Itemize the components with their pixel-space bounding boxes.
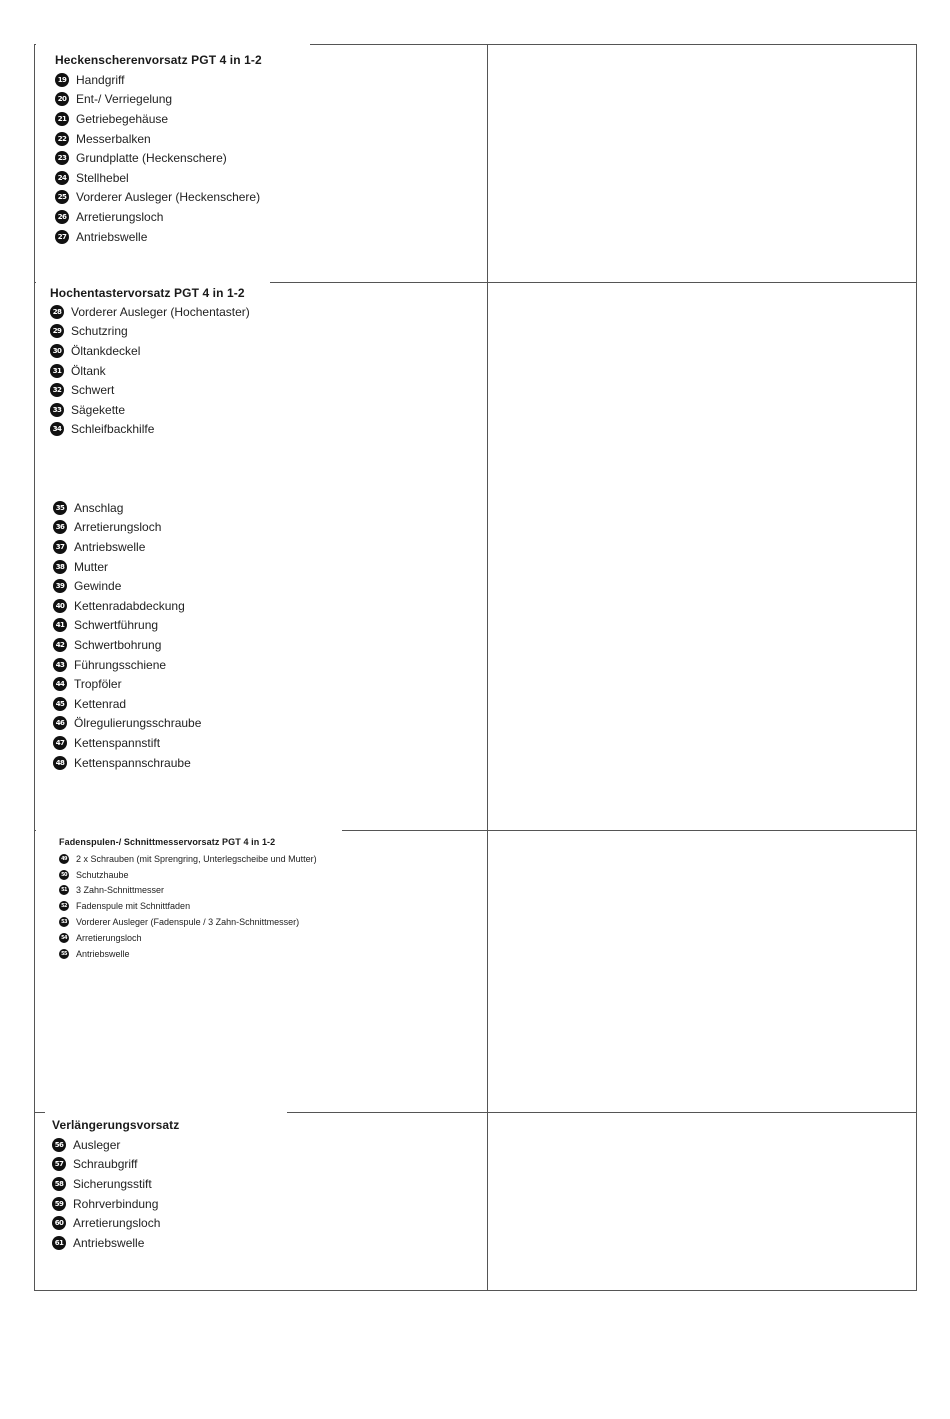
part-label: Vorderer Ausleger (Hochentaster) (71, 304, 250, 319)
number-badge: 45 (53, 697, 67, 711)
section-pole-saw (35, 283, 916, 831)
number-badge: 59 (52, 1197, 66, 1211)
list-item (53, 576, 201, 596)
number-badge: 26 (55, 210, 69, 224)
part-label: Grundplatte (Heckenschere) (76, 151, 227, 166)
list-item (52, 1155, 160, 1175)
part-label: Ausleger (73, 1137, 121, 1152)
list-item (53, 557, 201, 577)
parts-list-secondary (53, 498, 201, 772)
part-label: Getriebegehäuse (76, 111, 169, 126)
number-badge: 33 (50, 403, 64, 417)
section-left-cell (35, 283, 487, 830)
list-item (59, 898, 317, 914)
number-badge: 41 (53, 618, 67, 632)
section-extension (35, 1113, 916, 1290)
part-label: Schraubgriff (73, 1157, 138, 1172)
part-label: Vorderer Ausleger (Fadenspule / 3 Zahn-Schnittmesser) (76, 917, 300, 928)
list-item (53, 674, 201, 694)
section-trimmer-spool (35, 831, 916, 1113)
part-label: Schleifbackhilfe (71, 422, 155, 437)
list-item (55, 148, 260, 168)
list-item (53, 498, 201, 518)
part-label: Kettenradabdeckung (74, 598, 185, 613)
list-item (52, 1194, 160, 1214)
list-item (59, 883, 317, 899)
section-title: Hochentastervorsatz PGT 4 in 1-2 (50, 286, 245, 300)
part-label: Kettenrad (74, 696, 127, 711)
number-badge: 54 (59, 933, 69, 943)
list-item (55, 207, 260, 227)
number-badge: 36 (53, 520, 67, 534)
part-label: Anschlag (74, 500, 124, 515)
parts-list (52, 1135, 160, 1253)
column-divider (487, 45, 488, 282)
list-item (55, 168, 260, 188)
column-divider (487, 831, 488, 1112)
list-item (59, 851, 317, 867)
part-label: Ent-/ Verriegelung (76, 92, 173, 107)
part-label: Tropföler (74, 677, 122, 692)
part-label: Arretierungsloch (73, 1216, 161, 1231)
number-badge: 51 (59, 885, 69, 895)
section-left-cell (35, 1113, 487, 1290)
number-badge: 34 (50, 422, 64, 436)
part-label: Arretierungsloch (74, 520, 162, 535)
list-item (52, 1135, 160, 1155)
list-item (55, 129, 260, 149)
list-item (53, 714, 201, 734)
number-badge: 50 (59, 870, 69, 880)
section-title: Heckenscherenvorsatz PGT 4 in 1-2 (55, 53, 262, 67)
part-label: Gewinde (74, 579, 122, 594)
part-label: Mutter (74, 559, 109, 574)
section-left-cell (35, 45, 487, 282)
list-item (55, 227, 260, 247)
number-badge: 61 (52, 1236, 66, 1250)
part-label: Öltank (71, 363, 106, 378)
part-label: Antriebswelle (74, 539, 146, 554)
part-label: Antriebswelle (76, 229, 148, 244)
list-item (55, 188, 260, 208)
part-label: Antriebswelle (76, 948, 130, 959)
number-badge: 42 (53, 638, 67, 652)
number-badge: 31 (50, 364, 64, 378)
column-divider (487, 283, 488, 830)
part-label: Vorderer Ausleger (Heckenschere) (76, 190, 261, 205)
list-item (59, 914, 317, 930)
number-badge: 52 (59, 901, 69, 911)
part-label: Messerbalken (76, 131, 151, 146)
list-item (52, 1233, 160, 1253)
list-item (59, 946, 317, 962)
list-item (53, 518, 201, 538)
list-item (50, 420, 250, 440)
number-badge: 57 (52, 1157, 66, 1171)
parts-list (59, 851, 317, 962)
part-label: Arretierungsloch (76, 932, 142, 943)
number-badge: 19 (55, 73, 69, 87)
list-item (53, 733, 201, 753)
number-badge: 60 (52, 1216, 66, 1230)
parts-list (50, 302, 250, 439)
number-badge: 49 (59, 854, 69, 864)
number-badge: 37 (53, 540, 67, 554)
number-badge: 55 (59, 949, 69, 959)
list-item (50, 341, 250, 361)
part-label: Stellhebel (76, 170, 129, 185)
number-badge: 24 (55, 171, 69, 185)
number-badge: 38 (53, 560, 67, 574)
part-label: Schwertführung (74, 618, 159, 633)
number-badge: 43 (53, 658, 67, 672)
list-item (53, 635, 201, 655)
parts-list (55, 70, 260, 246)
list-item (55, 90, 260, 110)
part-label: Führungsschiene (74, 657, 167, 672)
list-item (50, 322, 250, 342)
number-badge: 44 (53, 677, 67, 691)
part-label: Rohrverbindung (73, 1196, 159, 1211)
list-item (52, 1174, 160, 1194)
number-badge: 48 (53, 756, 67, 770)
list-item (53, 596, 201, 616)
part-label: Schutzhaube (76, 869, 129, 880)
part-label: Sicherungsstift (73, 1176, 152, 1191)
number-badge: 27 (55, 230, 69, 244)
column-divider (487, 1113, 488, 1290)
number-badge: 29 (50, 324, 64, 338)
section-title: Fadenspulen-/ Schnittmesservorsatz PGT 4 in 1-2 (59, 837, 276, 847)
list-item (53, 753, 201, 773)
part-label: 3 Zahn-Schnittmesser (76, 885, 165, 896)
part-label: Kettenspannstift (74, 735, 161, 750)
list-item (50, 361, 250, 381)
list-item (50, 302, 250, 322)
number-badge: 35 (53, 501, 67, 515)
number-badge: 30 (50, 344, 64, 358)
number-badge: 47 (53, 736, 67, 750)
part-label: Öltankdeckel (71, 343, 141, 358)
number-badge: 39 (53, 579, 67, 593)
number-badge: 46 (53, 716, 67, 730)
section-hedge-trimmer (35, 45, 916, 283)
part-label: Sägekette (71, 402, 126, 417)
section-left-cell (35, 831, 487, 1112)
number-badge: 40 (53, 599, 67, 613)
part-label: Antriebswelle (73, 1235, 145, 1250)
number-badge: 32 (50, 383, 64, 397)
list-item (55, 70, 260, 90)
list-item (59, 867, 317, 883)
number-badge: 58 (52, 1177, 66, 1191)
number-badge: 23 (55, 151, 69, 165)
number-badge: 25 (55, 190, 69, 204)
part-label: Schwert (71, 383, 115, 398)
list-item (59, 930, 317, 946)
part-label: Schutzring (71, 324, 128, 339)
part-label: 2 x Schrauben (mit Sprengring, Unterlegscheibe und Mutter) (76, 853, 317, 864)
list-item (50, 400, 250, 420)
number-badge: 28 (50, 305, 64, 319)
list-item (52, 1213, 160, 1233)
list-item (53, 537, 201, 557)
part-label: Fadenspule mit Schnittfaden (76, 901, 191, 912)
part-label: Arretierungsloch (76, 209, 164, 224)
parts-table (34, 44, 917, 1291)
number-badge: 22 (55, 132, 69, 146)
list-item (50, 380, 250, 400)
part-label: Kettenspannschraube (74, 755, 191, 770)
part-label: Schwertbohrung (74, 637, 162, 652)
list-item (53, 655, 201, 675)
list-item (55, 109, 260, 129)
part-label: Ölregulierungsschraube (74, 716, 202, 731)
number-badge: 20 (55, 92, 69, 106)
part-label: Handgriff (76, 72, 125, 87)
list-item (53, 616, 201, 636)
number-badge: 56 (52, 1138, 66, 1152)
section-title: Verlängerungsvorsatz (52, 1118, 180, 1132)
list-item (53, 694, 201, 714)
number-badge: 53 (59, 917, 69, 927)
number-badge: 21 (55, 112, 69, 126)
